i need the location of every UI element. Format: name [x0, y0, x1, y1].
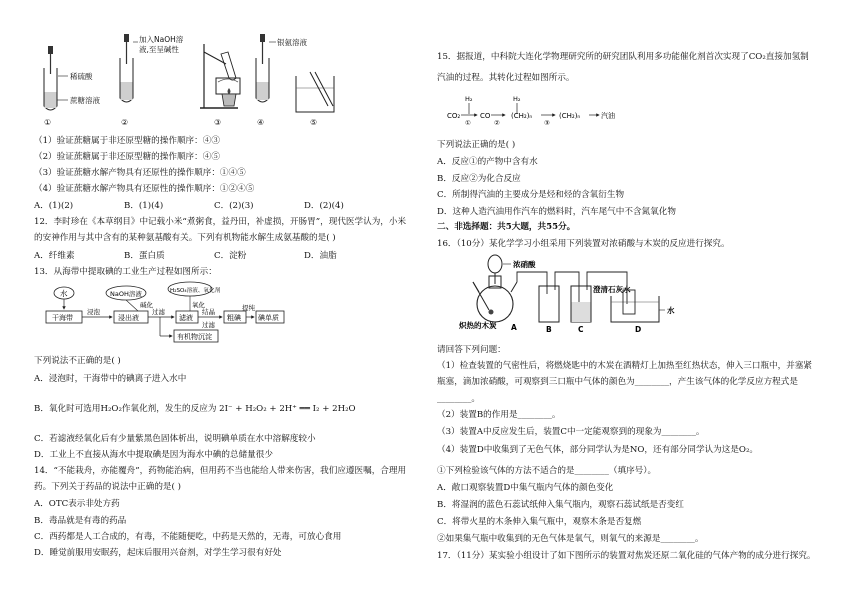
- scheme-gasoline: 汽油: [601, 112, 615, 120]
- q14-option-b: B．毒品就是有毒的药品: [34, 516, 127, 526]
- q16-option-c: C．将带火星的木条伸入集气瓶中，观察木条是否复燃: [437, 517, 642, 527]
- flow-filter2: 过滤: [202, 321, 215, 329]
- q12-choice-c: C．淀粉: [214, 251, 247, 261]
- fig-num-2: ②: [121, 118, 129, 127]
- fig-num-3: ③: [214, 118, 222, 127]
- q16-part2: （2）装置B的作用是________。: [437, 410, 561, 420]
- flow-naoh: NaOH溶液: [110, 290, 142, 298]
- q13-option-b: B．氧化时可选用H₂O₂作氧化剂，发生的反应为 2I⁻ + H₂O₂ + 2H⁺ ══ I₂ + 2H₂O: [34, 404, 356, 414]
- conc-nitric-acid-label: 浓硝酸: [513, 260, 536, 269]
- flow-alkali: 碱化: [140, 301, 153, 309]
- q13-flow-diagram: [40, 283, 280, 345]
- q14-option-d: D．睡觉前服用安眠药，起床后服用兴奋剂，对学生学习很有好处: [34, 548, 282, 558]
- q15-conversion-scheme: [447, 92, 657, 126]
- limewater-label: 澄清石灰水: [593, 285, 631, 294]
- q15-stem-line2: 汽油的过程。其转化过程如图所示。: [437, 73, 575, 83]
- q13-option-d: D．工业上不直接从海水中提取碘是因为海水中碘的总储量很少: [34, 450, 273, 460]
- flow-filter1: 过滤: [152, 308, 165, 316]
- q14-stem-line2: 药。下列关于药品的说法中正确的是( ): [34, 482, 181, 492]
- bottle-c: [571, 278, 631, 322]
- q13-question: 下列说法不正确的是( ): [34, 356, 121, 366]
- flow-precip: 有机物沉淀: [177, 333, 212, 341]
- q16-apparatus-figure: [459, 254, 689, 338]
- q16-part4-sub2: ②如果集气瓶中收集到的无色气体是氧气，则氧气的来源是________。: [437, 534, 704, 544]
- q11-choice-a: A．(1)(2): [34, 201, 74, 211]
- flow-oxidize: 氧化: [192, 301, 205, 309]
- q15-stem-line1: 15．据报道，中科院大连化学物理研究所的研究团队利用多功能催化剂首次实现了CO₂直接加氢制: [437, 52, 809, 62]
- water-bath-beaker: [296, 72, 334, 112]
- q14-option-a: A．OTC表示非处方药: [34, 499, 120, 509]
- fig-num-4: ④: [257, 118, 265, 127]
- q16-part4-sub1: ①下列检验该气体的方法不适合的是________（填序号）。: [437, 466, 657, 476]
- test-tube-4: [256, 34, 307, 102]
- sucrose-solution-label: 蔗糖溶液: [70, 96, 100, 105]
- q12-choice-d: D．油脂: [304, 251, 337, 261]
- q15-option-d: D．这种人造汽油用作汽车的燃料时，汽车尾气中不含氮氧化物: [437, 207, 676, 217]
- trough-d: [611, 290, 675, 322]
- q12-choice-a: A．纤维素: [34, 251, 75, 261]
- q13-option-c: C．若滤液经氧化后有少量紫黑色固体析出，说明碘单质在水中溶解度较小: [34, 434, 316, 444]
- scheme-co2: CO₂: [447, 112, 461, 120]
- q16-part1-line2: 瓶塞，滴加浓硝酸，可观察到三口瓶中气体的颜色为________，产生该气体的化学反应方程式是: [437, 377, 798, 387]
- flow-pure: 碘单质: [258, 314, 279, 322]
- naoh-label-l1: 加入NaOH溶: [139, 35, 184, 44]
- q16-option-b: B．将湿润的蓝色石蕊试纸伸入集气瓶内，观察石蕊试纸是否变红: [437, 500, 684, 510]
- q13-option-a: A．浸泡时，干海带中的碘离子进入水中: [34, 374, 187, 384]
- bottle-b: [539, 278, 559, 322]
- q11-choice-c: C．(2)(3): [214, 201, 254, 211]
- q11-option-1: （1）验证蔗糖属于非还原型糖的操作顺序：④③: [34, 136, 220, 146]
- label-c: C: [578, 325, 584, 334]
- q12-choice-b: B．蛋白质: [124, 251, 165, 261]
- q11-option-2: （2）验证蔗糖属于非还原型糖的操作顺序：④⑤: [34, 152, 220, 162]
- q11-choice-d: D．(2)(4): [304, 201, 344, 211]
- naoh-label-l2: 液,至呈碱性: [139, 45, 179, 54]
- hot-charcoal-label: 炽热的木炭: [459, 321, 497, 330]
- flow-seaweed: 干海带: [52, 314, 73, 322]
- q16-ask: 请回答下列问题：: [437, 345, 506, 355]
- h2-label-2: H₂: [513, 95, 521, 103]
- flow-crystal: 结晶: [202, 308, 215, 316]
- scheme-step3: ③: [544, 119, 550, 127]
- label-a: A: [511, 323, 517, 332]
- flask-a: [458, 255, 536, 330]
- h2-label-1: H₂: [465, 95, 473, 103]
- fig-num-1: ①: [44, 118, 52, 127]
- label-b: B: [546, 325, 552, 334]
- q14-stem-line1: 14．“不能栽舟，亦能覆舟”，药物能治病，但用药不当也能给人带来伤害，我们应遵医嘱，合理用: [34, 466, 407, 476]
- fig-num-5: ⑤: [310, 118, 318, 127]
- q16-part4: （4）装置D中收集到了无色气体，部分同学认为是NO，还有部分同学认为这是O₂。: [437, 445, 759, 455]
- flow-soak: 浸泡: [87, 308, 100, 316]
- q13-stem: 13．从海带中提取碘的工业生产过程如图所示：: [34, 267, 217, 277]
- silver-ammonia-label: 银氨溶液: [277, 38, 307, 47]
- heating-setup: [200, 44, 240, 108]
- q12-stem-line2: 的安神作用与其中含有的某种氨基酸有关。下列有机物能水解生成氨基酸的是( ): [34, 233, 336, 243]
- q15-option-c: C．所制得汽油的主要成分是烃和烃的含氧衍生物: [437, 190, 625, 200]
- flow-filtrate: 滤液: [179, 314, 193, 322]
- flow-soak-liquid: 浸出液: [118, 314, 139, 322]
- scheme-step1: ①: [465, 119, 471, 127]
- q11-choice-b: B．(1)(4): [124, 201, 164, 211]
- q15-option-b: B．反应②为化合反应: [437, 174, 521, 184]
- dilute-h2so4-label: 稀硫酸: [70, 72, 93, 81]
- q16-stem: 16．（10分）某化学学习小组采用下列装置对浓硝酸与木炭的反应进行探究。: [437, 239, 730, 249]
- q16-part1-line1: （1）检查装置的气密性后，将燃烧匙中的木炭在酒精灯上加热至红热状态，伸入三口瓶中，并塞紧: [437, 361, 813, 371]
- water-label: 水: [667, 306, 675, 315]
- scheme-co: CO: [480, 112, 491, 120]
- q15-question: 下列说法正确的是( ): [437, 140, 516, 150]
- q11-apparatus-figure: [38, 32, 338, 127]
- q14-option-c: C．西药都是人工合成的，有毒，不能随便吃，中药是天然的，无毒，可放心食用: [34, 532, 342, 542]
- q16-option-a: A．敞口观察装置D中集气瓶内气体的颜色变化: [437, 483, 614, 493]
- q15-option-a: A．反应①的产物中含有水: [437, 157, 538, 167]
- flow-water: 水: [60, 289, 68, 298]
- q16-part3: （3）装置A中反应发生后，装置C中一定能观察到的现象为________。: [437, 427, 705, 437]
- test-tube-1: [44, 46, 100, 110]
- scheme-ch2n-1: (CH₂)ₙ: [511, 112, 533, 120]
- scheme-step2: ②: [494, 119, 500, 127]
- q16-part1-line3: ________。: [437, 394, 480, 404]
- test-tube-2: [120, 34, 184, 102]
- flow-crude: 粗碘: [227, 314, 241, 322]
- label-d: D: [635, 325, 642, 334]
- q12-stem-line1: 12．李时珍在《本草纲目》中记载小米“煮粥食，益丹田，补虚损，开肠胃”，现代医学认为，小米: [34, 217, 407, 227]
- scheme-ch2n-2: (CH₂)ₙ: [559, 112, 581, 120]
- flow-refine: 提纯: [242, 304, 255, 312]
- q11-option-4: （4）验证蔗糖水解产物具有还原性的操作顺序：①②④⑤: [34, 184, 255, 194]
- q17-stem: 17．（11分）某实验小组设计了如下图所示的装置对焦炭还原二氧化硅的气体产物的成分进行探究。: [437, 551, 816, 561]
- q11-option-3: （3）验证蔗糖水解产物具有还原性的操作顺序：①④⑤: [34, 168, 246, 178]
- section-2-heading: 二、非选择题：共5大题，共55分。: [437, 222, 576, 232]
- flow-h2so4: H₂SO₄溶液、氧化剂: [170, 288, 221, 294]
